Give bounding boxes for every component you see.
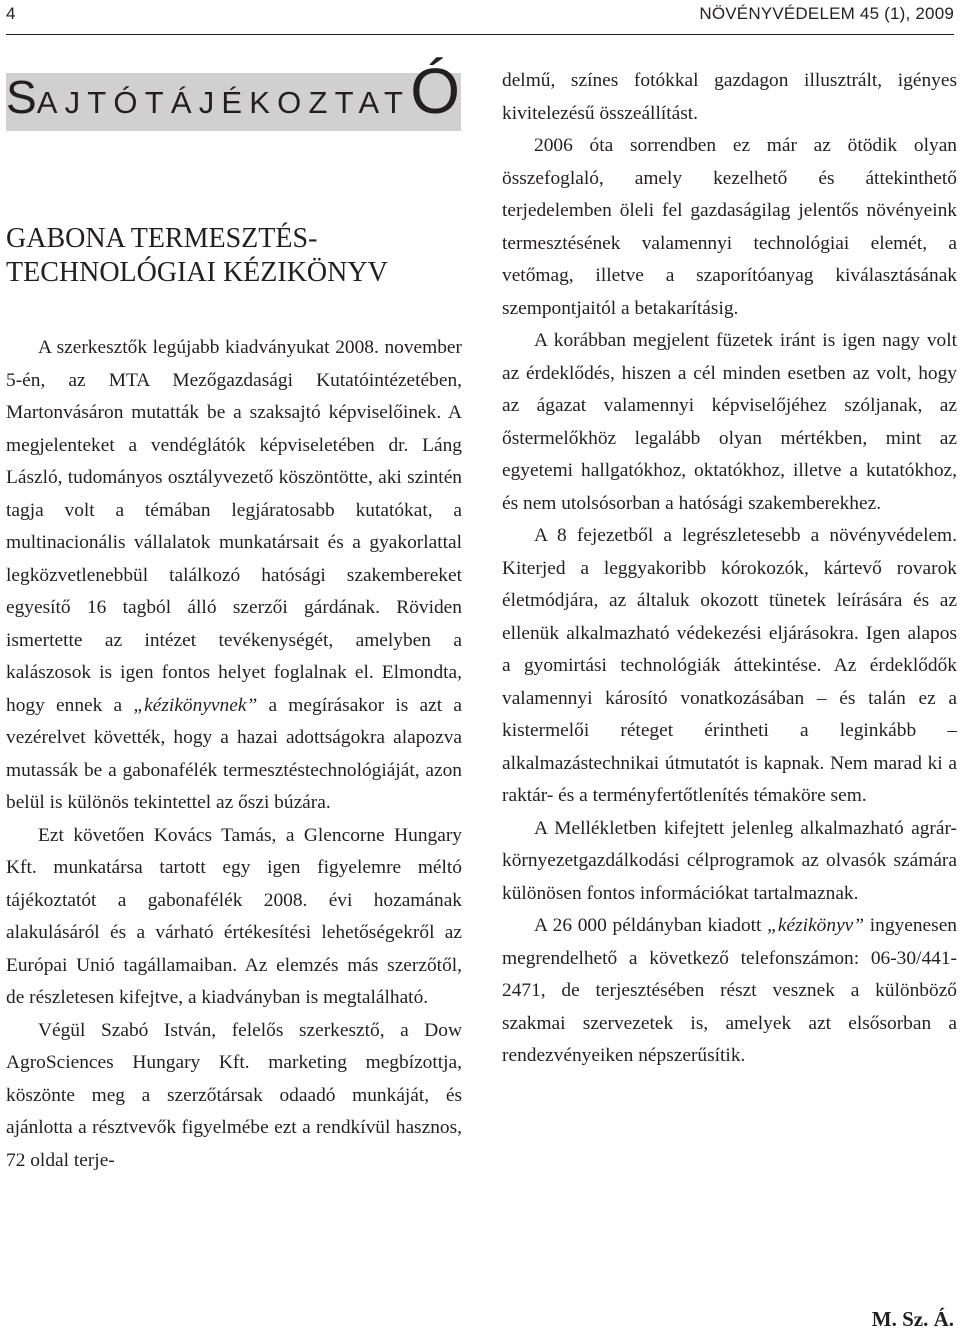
author-signature: M. Sz. Á.: [871, 1307, 954, 1331]
banner-last-letter: Ó: [410, 55, 460, 127]
article-title: [6, 222, 466, 290]
paragraph-8-text-b: ingyenesen megrendelhető a következő telefonszámon: 06-30/441-2471, de terjesztésében részt vesznek a különböző szakmai szervezetek is, amelyek azt elsősorban a rendezvényeiken népszerűsítik.: [502, 915, 958, 1066]
right-column: [502, 65, 957, 1073]
page-number: 4: [6, 4, 16, 23]
title-line-2: TECHNOLÓGIAI KÉZIKÖNYV: [6, 257, 388, 288]
running-header: [6, 4, 954, 26]
paragraph-3-continued: delmű, színes fotókkal gazdagon illusztrált, igényes kivitelezésű összeállítást.: [502, 70, 957, 124]
paragraph-8: [502, 910, 957, 1073]
left-column: [6, 332, 462, 1177]
paragraph-6: A 8 fejezetből a legrészletesebb a növényvédelem. Kiterjed a leggyakoribb kórokozók, kártevő rovarok életmódjára, az általuk okozott tünetek leírására és az ellenük alkalmazható védekezési eljárásokra. Igen alapos a gyomirtási technológiák áttekintése. Az érdeklődők valamennyi károsító vonatkozásában – és talán ez a kistermelői réteget érintheti a leginkább – alkalmazástechnikai útmutatót is kapnak. Nem marad ki a raktár- és a terményfertőtlenítés témaköre sem.: [502, 525, 957, 806]
paragraph-2: Ezt követően Kovács Tamás, a Glencorne Hungary Kft. munkatársa tartott egy igen figyelemre méltó tájékoztatót a gabonafélék 2008. évi hozamának alakulásáról és a várható értékesítési lehetőségekről az Európai Unió tagállamaiban. Az elemzés más szerzőtől, de részletesen kifejtve, a kiadványban is megtalálható.: [6, 824, 462, 1008]
paragraph-1-text-a: A szerkesztők legújabb kiadványukat 2008. november 5-én, az MTA Mezőgazdasági Kutatóintézetében, Martonvásáron mutatták be a szaksajtó képviselőinek. A megjelenteket a vendéglátók képviseletében dr. Láng László, tudományos osztályvezető köszöntötte, aki szintén tagja volt a témában legjáratosabb kutatókat, a multinacionális vállalatok munkatársait és a gyakorlattal legközvetlenebbül találkozó hatósági szakembereket egyesítő 16 tagból álló szerzői gárdának. Röviden ismertette az intézet tevékenységét, amelyben a kalászosok is igen fontos helyet foglalnak el. Elmondta, hogy ennek a: [6, 337, 462, 716]
paragraph-3: Végül Szabó István, felelős szerkesztő, a Dow AgroSciences Hungary Kft. marketing megbízottja, köszönte meg a szerzőtársak odaadó munkáját, és ajánlotta a résztvevők figyelmébe ezt a rendkívül hasznos, 72 oldal terje-: [6, 1019, 462, 1171]
paragraph-1: [6, 332, 462, 820]
title-line-1: GABONA TERMESZTÉS-: [6, 223, 318, 254]
header-rule: [6, 34, 954, 35]
banner-first-letter: S: [6, 71, 37, 123]
section-banner: [6, 55, 461, 135]
paragraph-1-text-b: a megírásakor is azt a vezérelvet követték, hogy a hazai adottságokra alapozva mutassák be a gabonafélék termesztéstechnológiáját, azon belül is különös tekintettel az őszi búzára.: [6, 694, 462, 813]
paragraph-5: A korábban megjelent füzetek iránt is igen nagy volt az érdeklődés, hiszen a cél minden esetben az volt, hogy az ágazat valamennyi képviselőjéhez szóljanak, az őstermelőkhöz legalább olyan mértékben, mint az egyetemi hallgatókhoz, oktatókhoz, illetve a kutatókhoz, és nem utolsósorban a hatósági szakemberekhez.: [502, 330, 957, 514]
banner-label: [6, 55, 460, 127]
paragraph-8-quote: „kézikönyv”: [767, 915, 865, 936]
paragraph-4: 2006 óta sorrendben ez már az ötödik olyan összefoglaló, amely kezelhető és áttekinthető terjedelemben öleli fel gazdaságilag jelentős növényeink termesztésének valamennyi technológiai elemét, a vetőmag, illetve a szaporítóanyag kiválasztásának szempontjaitól a betakarításig.: [502, 135, 957, 319]
banner-middle: AJTÓTÁJÉKOZTAT: [36, 85, 411, 120]
paragraph-1-quote: „kézikönyvnek”: [133, 694, 258, 716]
journal-citation: NÖVÉNYVÉDELEM 45 (1), 2009: [699, 4, 954, 23]
paragraph-7: A Mellékletben kifejtett jelenleg alkalmazható agrár-környezetgazdálkodási célprogramok az olvasók számára különösen fontos információkat tartalmaznak.: [502, 817, 957, 904]
paragraph-8-text-a: A 26 000 példányban kiadott: [534, 915, 768, 936]
